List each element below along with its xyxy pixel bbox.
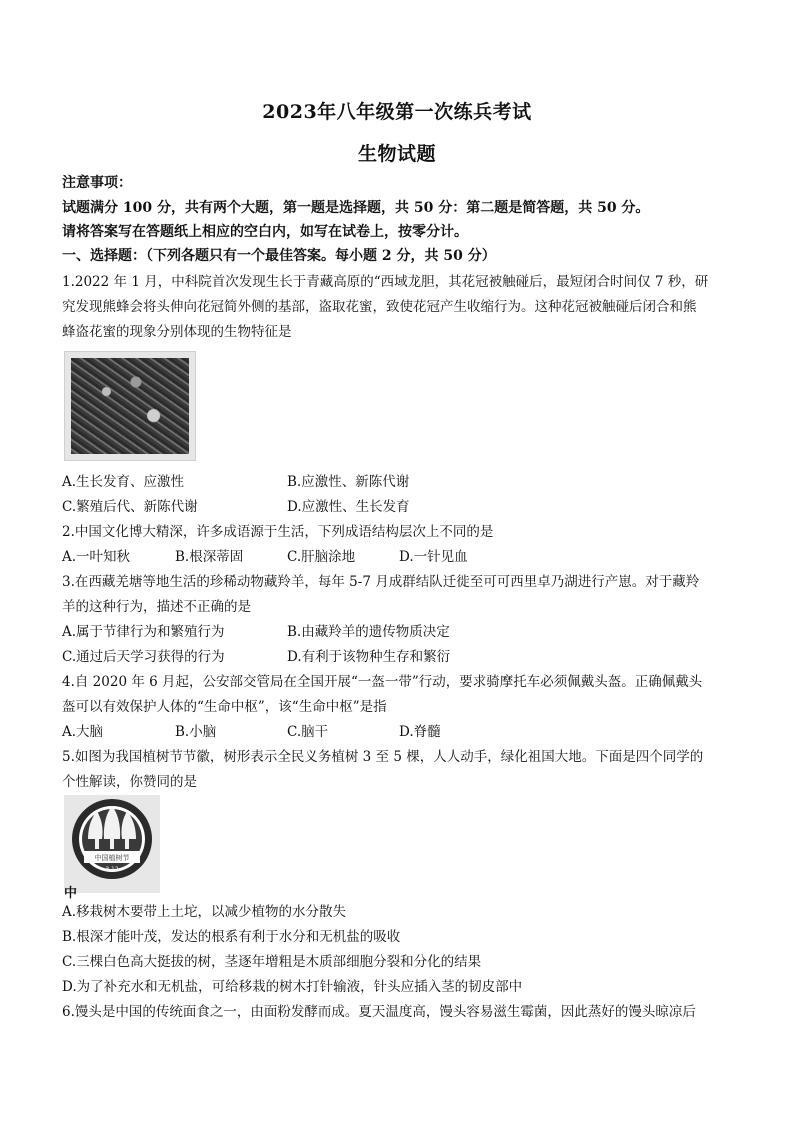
q4-option-a: A.大脑 <box>62 724 104 740</box>
exam-title: 2023年八年级第一次练兵考试 <box>262 101 532 123</box>
notice-line-1: 试题满分 100 分，共有两个大题，第一题是选择题，共 50 分：第二题是简答题，共 50 分。 <box>62 200 650 216</box>
notice-heading: 注意事项： <box>62 175 132 191</box>
section-heading: 一、选择题：（下列各题只有一个最佳答案。每小题 2 分，共 50 分） <box>62 248 496 264</box>
tree-emblem-icon <box>64 795 160 893</box>
q3-text-line-2: 羊的这种行为，描述不正确的是 <box>62 599 251 615</box>
q4-text-line-2: 盔可以有效保护人体的“生命中枢”，该“生命中枢”是指 <box>62 699 387 715</box>
q1-option-d: D.应激性、生长发育 <box>287 499 410 515</box>
q4-text-line-1: 4.自 2020 年 6 月起，公安部交管局在全国开展“一盔一带”行动，要求骑摩托车必须佩戴头盔。正确佩戴头 <box>62 674 703 690</box>
q4-option-d: D.脊髓 <box>399 724 441 740</box>
q1-text-line-2: 究发现熊蜂会将头伸向花冠简外侧的基部，盗取花蜜，致使花冠产生收缩行为。这种花冠被触碰后闭合和熊 <box>62 299 697 315</box>
flower-image <box>71 358 189 454</box>
q5-text-line-2: 个性解读，你赞同的是 <box>62 774 197 790</box>
q5-option-c: C.三棵白色高大挺拔的树，茎逐年增粗是木质部细胞分裂和分化的结果 <box>62 954 482 970</box>
q1-option-b: B.应激性、新陈代谢 <box>287 474 410 490</box>
q3-option-d: D.有利于该物种生存和繁衍 <box>287 649 451 665</box>
q5-option-a: A.移栽树木要带上土坨，以减少植物的水分散失 <box>62 904 347 920</box>
q2-option-b: B.根深蒂固 <box>175 549 244 565</box>
q1-text-line-1: 1.2022 年 1 月，中科院首次发现生长于青藏高原的“西域龙胆，其花冠被触碰后，最短闭合时间仅 7 秒，研 <box>62 274 709 290</box>
q3-option-b: B.由藏羚羊的遗传物质决定 <box>287 624 450 640</box>
q5-option-b: B.根深才能叶茂，发达的根系有利于水分和无机盐的吸收 <box>62 929 401 945</box>
notice-line-2: 请将答案写在答题纸上相应的空白内，如写在试卷上，按零分计。 <box>62 224 468 240</box>
arbor-day-emblem <box>64 795 160 893</box>
q2-option-c: C.肝脑涂地 <box>287 549 356 565</box>
q2-text-line-1: 2.中国文化博大精深，许多成语源于生活，下列成语结构层次上不同的是 <box>62 524 494 540</box>
q1-option-a: A.生长发育、应激性 <box>62 474 185 490</box>
emblem-date: 3.12 <box>105 866 119 873</box>
emblem-label: 中国植树节 <box>94 854 130 862</box>
q4-option-c: C.脑干 <box>287 724 329 740</box>
q3-option-a: A.属于节律行为和繁殖行为 <box>62 624 225 640</box>
emblem-caption: 中 <box>64 886 78 901</box>
q1-option-c: C.繁殖后代、新陈代谢 <box>62 499 198 515</box>
q5-option-d: D.为了补充水和无机盐，可给移栽的树木打针输液，针头应插入茎的韧皮部中 <box>62 979 523 995</box>
q5-text-line-1: 5.如图为我国植树节节徽，树形表示全民义务植树 3 至 5 棵，人人动手，绿化祖国大地。下面是四个同学的 <box>62 749 704 765</box>
q2-option-d: D.一针见血 <box>399 549 468 565</box>
q1-text-line-3: 蜂盗花蜜的现象分别体现的生物特征是 <box>62 324 292 340</box>
q3-option-c: C.通过后天学习获得的行为 <box>62 649 225 665</box>
q3-text-line-1: 3.在西藏羌塘等地生活的珍稀动物藏羚羊，每年 5-7 月成群结队迁徙至可可西里卓乃湖进行产崽。对于藏羚 <box>62 574 700 590</box>
q4-option-b: B.小脑 <box>175 724 217 740</box>
q1-flower-photo <box>64 351 196 461</box>
q2-option-a: A.一叶知秋 <box>62 549 131 565</box>
exam-subtitle: 生物试题 <box>357 143 436 165</box>
q6-text-line-1: 6.馒头是中国的传统面食之一，由面粉发酵而成。夏天温度高，馒头容易滋生霉菌，因此蒸好的馒头晾凉后 <box>62 1004 696 1020</box>
